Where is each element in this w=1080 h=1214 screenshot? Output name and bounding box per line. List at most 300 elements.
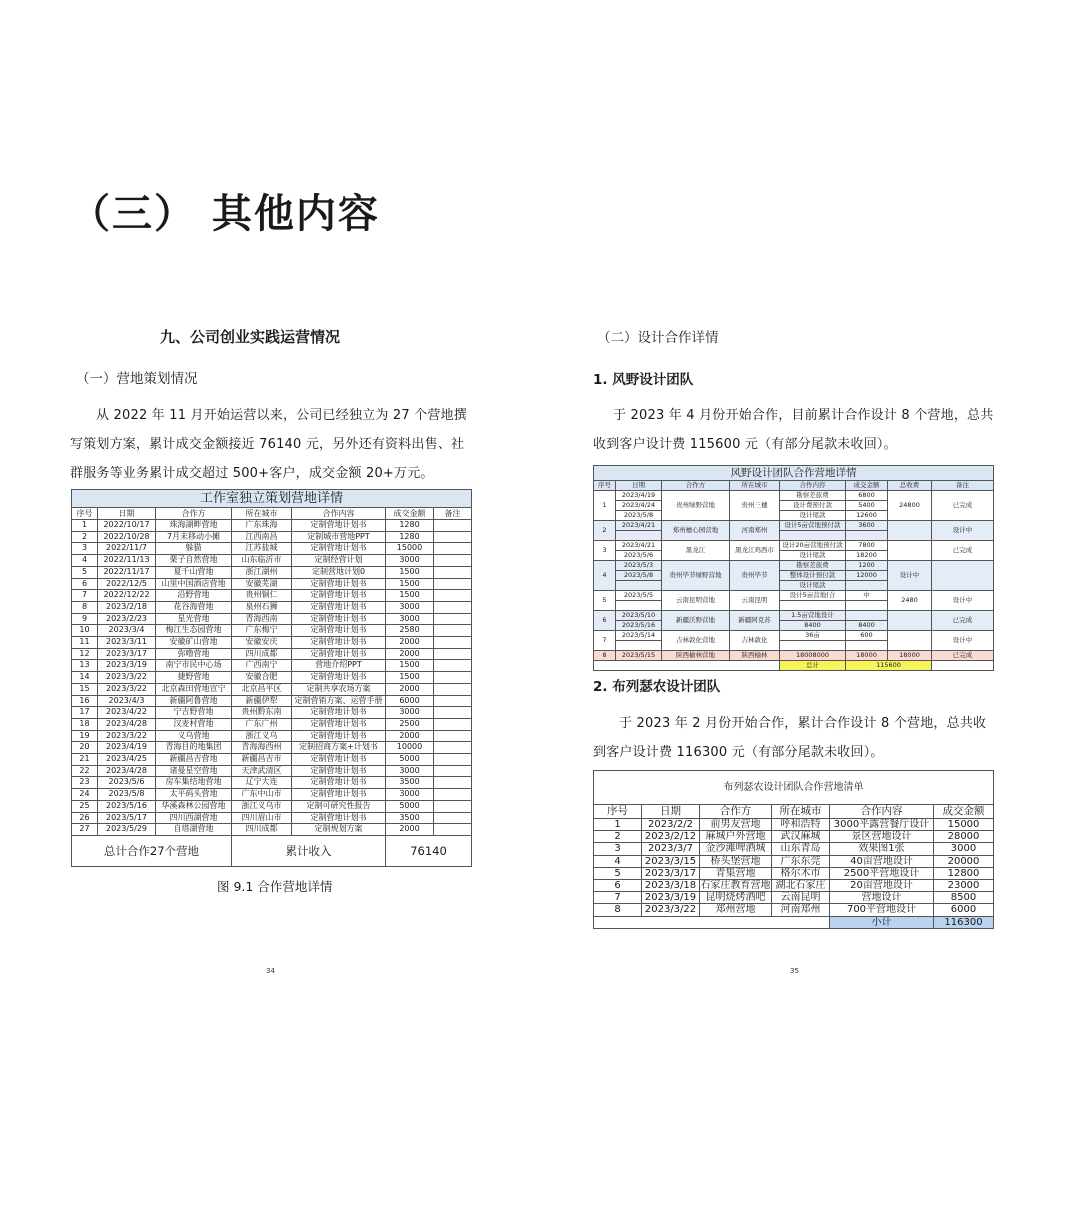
table-cell: 5 [72,566,98,578]
table-cell: 3500 [386,812,434,824]
table-cell [434,520,472,532]
table-cell [434,660,472,672]
table-cell: 28000 [934,831,994,843]
table-cell: 金沙滩啤酒城 [700,843,772,855]
table-cell: 浙江义乌市 [232,800,292,812]
date-cell: 2023/5/8 [616,571,662,581]
table-cell: 3500 [386,777,434,789]
table-row [594,831,994,843]
amount-cell: 12600 [846,511,888,521]
table-cell: 麻城户外营地 [700,831,772,843]
section-heading: （二）设计合作详情 [597,330,719,346]
table-cell: 21 [72,754,98,766]
table-cell: 沿野营地 [156,590,232,602]
table-cell: 北京昌平区 [232,683,292,695]
date-cell: 2023/5/15 [616,651,662,661]
table-cell: 北京森田营地宣宁 [156,683,232,695]
status-cell: 设计中 [932,591,994,611]
table-cell: 花谷海营地 [156,601,232,613]
table-row [72,566,472,578]
table-cell: 贵州铜仁 [232,590,292,602]
table-cell: 16 [72,695,98,707]
table-caption: 布列瑟农设计团队合作营地清单 [594,771,994,805]
table-cell: 夏千山营地 [156,566,232,578]
date-cell: 2023/4/21 [616,521,662,531]
team1-paragraph: 于 2023 年 4 月份开始合作，目前累计合作设计 8 个营地，总共收到客户设计费 115600 元（有部分尾款未收回）。 [593,408,994,452]
table-cell: 定制营地计划书 [292,777,386,789]
table-row [72,683,472,695]
table-cell: 2023/4/3 [98,695,156,707]
table-cell: 3000 [934,843,994,855]
table-header-row [594,481,994,491]
table-cell: 5000 [386,800,434,812]
amount-cell [846,641,888,651]
table-cell: 15000 [386,543,434,555]
table-cell [434,672,472,684]
table-cell: 广东广州 [232,718,292,730]
table-cell: 南宁市民中心场 [156,660,232,672]
content-cell: 设计5亩营地预付款 [780,521,846,531]
subtotal-value: 116300 [934,916,994,928]
status-cell: 已完成 [932,651,994,661]
date-cell: 2023/5/6 [616,551,662,561]
amount-cell: 中 [846,591,888,601]
table-cell: 定制营地计划书 [292,637,386,649]
table-cell: 青海西南 [232,613,292,625]
date-cell: 2023/5/10 [616,611,662,621]
table-cell: 安徽合肥 [232,672,292,684]
table-cell: 定制营地计划书 [292,590,386,602]
table-cell: 天津武清区 [232,765,292,777]
partner-cell: 新疆沃野营地 [662,611,730,631]
city-cell: 贵州毕节 [730,561,780,591]
partner-cell: 云南昆明营地 [662,591,730,611]
table-row [72,777,472,789]
amount-cell [846,601,888,611]
table-cell: 4 [594,855,642,867]
table-cell: 浙江义乌 [232,730,292,742]
table-cell: 定制共享农场方案 [292,683,386,695]
table-cell: 山东临沂市 [232,555,292,567]
date-cell: 2023/4/21 [616,541,662,551]
table-cell [434,730,472,742]
table-row [72,531,472,543]
table-cell: 1280 [386,531,434,543]
table-row [594,904,994,916]
table-cell [434,777,472,789]
content-cell: 设计尾款 [780,511,846,521]
column-header: 日期 [98,508,156,520]
table-cell: 定制营地计划书 [292,718,386,730]
table-cell: 13 [72,660,98,672]
table-cell: 23 [72,777,98,789]
amount-cell: 5400 [846,501,888,511]
table-cell [434,824,472,836]
table-row [72,555,472,567]
table-cell: 新疆伊犁 [232,695,292,707]
table-row [72,730,472,742]
table-cell: 梅江生态园营地 [156,625,232,637]
table-cell: 19 [72,730,98,742]
total-fee-cell [888,611,932,631]
table-cell: 1280 [386,520,434,532]
table-cell: 1500 [386,590,434,602]
table-cell [434,812,472,824]
table-cell: 2500平营地设计 [830,867,934,879]
table-cell: 汉麦村营地 [156,718,232,730]
table-cell: 3000 [386,555,434,567]
table-cell: 青海目的地集团 [156,742,232,754]
row-number: 1 [594,491,616,521]
table-cell [434,590,472,602]
table-cell: 2023/5/6 [98,777,156,789]
content-cell: 8400 [780,621,846,631]
content-cell: 设计费预付款 [780,501,846,511]
table-cell: 效果图1张 [830,843,934,855]
table-cell: 1500 [386,672,434,684]
table-cell: 6000 [934,904,994,916]
table-cell [434,601,472,613]
team2-title: 2. 布列瑟农设计团队 [593,679,721,695]
status-cell: 已完成 [932,611,994,631]
table-cell: 2023/4/25 [98,754,156,766]
amount-cell [846,611,888,621]
table-cell: 2023/2/12 [642,831,700,843]
amount-cell: 12000 [846,571,888,581]
table-cell: 太平码头营地 [156,789,232,801]
table-cell: 5 [594,867,642,879]
table-row [72,648,472,660]
amount-cell [846,581,888,591]
table-cell: 2000 [386,730,434,742]
table-row [72,613,472,625]
table-cell [434,695,472,707]
table-row [72,660,472,672]
bulieseno-table [593,770,994,929]
table-row [594,651,994,661]
total-value: 115600 [846,661,932,671]
table-cell: 2023/2/2 [642,819,700,831]
partner-cell: 贵州绿野营地 [662,491,730,521]
table-cell: 12800 [934,867,994,879]
table-cell: 定制经营计划 [292,555,386,567]
table-cell: 定制营地计划书 [292,578,386,590]
table-cell: 7月末移动小摊 [156,531,232,543]
table-cell: 2022/12/5 [98,578,156,590]
table-header-row [72,508,472,520]
table-cell [594,916,830,928]
table-cell: 12 [72,648,98,660]
amount-cell [846,531,888,541]
amount-cell: 3600 [846,521,888,531]
column-header: 备注 [932,481,994,491]
content-cell: 设计5亩营地(合 [780,591,846,601]
table-cell [434,707,472,719]
table-cell: 1 [72,520,98,532]
content-cell: 设计20亩营地预付款 [780,541,846,551]
table-cell: 10 [72,625,98,637]
table-row [72,672,472,684]
table-cell: 700平营地设计 [830,904,934,916]
table-cell: 2023/3/4 [98,625,156,637]
table-cell: 18 [72,718,98,730]
table-cell: 广东珠海 [232,520,292,532]
total-row [72,835,472,866]
table-cell: 6 [72,578,98,590]
table-cell [434,765,472,777]
table-cell: 新疆昌吉市 [232,754,292,766]
table-row [594,855,994,867]
table-cell: 广西南宁 [232,660,292,672]
table-cell: 四川眉山市 [232,812,292,824]
table-cell: 2000 [386,683,434,695]
page-title: （三） 其他内容 [70,191,380,237]
table-cell: 山东青岛 [772,843,830,855]
table-cell: 3 [594,843,642,855]
table-cell: 25 [72,800,98,812]
table-cell: 2023/3/17 [98,648,156,660]
city-cell: 新疆阿克苏 [730,611,780,631]
table-cell: 星光营地 [156,613,232,625]
table-cell: 安徽矿山营地 [156,637,232,649]
table-cell: 2023/2/18 [98,601,156,613]
table-cell: 2022/11/13 [98,555,156,567]
table-caption: 风野设计团队合作营地详情 [594,466,994,481]
table-cell [932,661,994,671]
table-cell: 2023/5/17 [98,812,156,824]
table-cell: 6 [594,880,642,892]
status-cell: 已完成 [932,541,994,561]
table-cell: 安徽芜湖 [232,578,292,590]
table-cell [594,661,780,671]
column-header: 日期 [642,805,700,819]
table-cell: 1500 [386,578,434,590]
table-cell: 定制营地计划书 [292,707,386,719]
table-cell: 栗子自然营地 [156,555,232,567]
table-row [72,637,472,649]
status-cell [932,561,994,591]
table-cell: 江西南昌 [232,531,292,543]
table-cell: 3000 [386,789,434,801]
table-cell: 定制营地计划书 [292,543,386,555]
table-cell: 2023/3/22 [98,672,156,684]
row-number: 2 [594,521,616,541]
status-cell: 设计中 [932,521,994,541]
content-cell [780,601,846,611]
table-cell: 定制营地计划书 [292,754,386,766]
table-row [72,543,472,555]
table-cell: 定制营地计划书 [292,601,386,613]
date-cell: 2023/5/8 [616,511,662,521]
table-cell: 3000 [386,601,434,613]
table-cell: 华溪森林公园营地 [156,800,232,812]
table-cell [434,566,472,578]
table-row [594,843,994,855]
table-cell: 26 [72,812,98,824]
team1-title: 1. 风野设计团队 [593,372,694,388]
table-cell: 昆明烧烤酒吧 [700,892,772,904]
table-cell: 泉州石狮 [232,601,292,613]
table-row [594,631,994,641]
subtotal-row [594,916,994,928]
table-cell: 弥噜营地 [156,648,232,660]
table-cell: 定制营地计划书 [292,648,386,660]
table-cell [434,754,472,766]
table-cell: 2022/10/28 [98,531,156,543]
table-cell: 2 [594,831,642,843]
table-cell: 2023/4/28 [98,765,156,777]
table-cell: 河南郑州 [772,904,830,916]
table-cell: 3000平露营餐厅设计 [830,819,934,831]
row-number: 8 [594,651,616,661]
amount-cell: 6800 [846,491,888,501]
table-cell: 四川西湖营地 [156,812,232,824]
table-cell: 2023/3/7 [642,843,700,855]
date-cell: 2023/5/5 [616,591,662,601]
total-value: 76140 [386,835,472,866]
column-header: 日期 [616,481,662,491]
column-header: 合作内容 [780,481,846,491]
table-cell: 14 [72,672,98,684]
city-cell: 河南郑州 [730,521,780,541]
table-cell: 2023/2/23 [98,613,156,625]
table-row [594,611,994,621]
table-cell: 1500 [386,660,434,672]
table-cell [434,637,472,649]
column-header: 合作内容 [292,508,386,520]
table-cell: 广东中山市 [232,789,292,801]
table-cell: 定制营地计划书 [292,520,386,532]
table-cell: 武汉麻城 [772,831,830,843]
table-cell [434,555,472,567]
table-cell: 前男友营地 [700,819,772,831]
column-header: 所在城市 [772,805,830,819]
table-cell: 定制营地计划书 [292,789,386,801]
table-cell [434,800,472,812]
table-cell: 义乌营地 [156,730,232,742]
table-cell: 贵州黔东南 [232,707,292,719]
row-number: 3 [594,541,616,561]
table-cell: 2023/4/22 [98,707,156,719]
section-heading: 九、公司创业实践运营情况 [160,328,341,346]
table-cell [434,683,472,695]
column-header: 成交金额 [386,508,434,520]
table-cell: 2023/5/8 [98,789,156,801]
table-cell: 桥头堡营地 [700,855,772,867]
column-header: 合作方 [662,481,730,491]
table-cell: 定制营销方案、运营手册 [292,695,386,707]
column-header: 成交金额 [934,805,994,819]
total-label: 总计合作27个营地 [72,835,232,866]
table-cell: 5000 [386,754,434,766]
table-cell: 定制城市营地PPT [292,531,386,543]
date-cell: 2023/5/3 [616,561,662,571]
table-cell: 2023/4/28 [98,718,156,730]
table-cell: 广东梅宁 [232,625,292,637]
team2-paragraph: 于 2023 年 2 月份开始合作，累计合作设计 8 个营地，总共收到客户设计费 116300 元（有部分尾款未收回）。 [593,716,987,760]
column-header: 合作方 [156,508,232,520]
table-row [72,765,472,777]
table-cell [434,531,472,543]
table-row [72,707,472,719]
content-cell: 整体设计预付款 [780,571,846,581]
table-cell: 4 [72,555,98,567]
table-row [594,491,994,501]
table-cell: 9 [72,613,98,625]
content-cell: 36亩 [780,631,846,641]
table-cell: 景区营地设计 [830,831,934,843]
table-cell: 2022/11/17 [98,566,156,578]
table-cell: 定制营地计划0 [292,566,386,578]
table-cell: 浙江湖州 [232,566,292,578]
column-header: 所在城市 [730,481,780,491]
table-cell: 营地设计 [830,892,934,904]
table-row [594,521,994,531]
table-cell: 定制可研究性报告 [292,800,386,812]
partner-cell: 贵州毕节绿野营地 [662,561,730,591]
content-cell: 设计尾款 [780,581,846,591]
table-cell: 2023/5/16 [98,800,156,812]
city-cell: 贵州三穗 [730,491,780,521]
table-cell: 定制规划方案 [292,824,386,836]
row-number: 4 [594,561,616,591]
table-cell: 自塔湖营地 [156,824,232,836]
table-cell: 2023/3/19 [98,660,156,672]
table-cell: 8 [72,601,98,613]
table-cell: 2022/12/22 [98,590,156,602]
total-row [594,661,994,671]
table-row [594,591,994,601]
table-row [72,812,472,824]
table-cell: 2023/3/22 [98,683,156,695]
table-cell: 山里中国酒店营地 [156,578,232,590]
column-header: 成交金额 [846,481,888,491]
table-cell: 8 [594,904,642,916]
table-cell: 辽宁大连 [232,777,292,789]
table-cell: 定制招商方案+计划书 [292,742,386,754]
table-cell: 2023/5/29 [98,824,156,836]
table-cell: 17 [72,707,98,719]
table-cell: 3000 [386,613,434,625]
column-header: 合作内容 [830,805,934,819]
table-cell: 40亩营地设计 [830,855,934,867]
table-cell: 7 [594,892,642,904]
table-cell: 10000 [386,742,434,754]
table-cell: 捷野营地 [156,672,232,684]
table-cell: 新疆阿鲁营地 [156,695,232,707]
column-header: 总收费 [888,481,932,491]
table-cell: 宁吉野营地 [156,707,232,719]
table-cell: 27 [72,824,98,836]
camp-planning-table [71,489,472,867]
table-cell: 2023/3/22 [98,730,156,742]
table-cell: 四川成都 [232,648,292,660]
amount-cell: 18000 [846,651,888,661]
date-cell [616,581,662,591]
table-cell [434,718,472,730]
column-header: 合作方 [700,805,772,819]
table-cell [434,625,472,637]
city-cell: 黑龙江鸡西市 [730,541,780,561]
table-cell [434,578,472,590]
table-cell: 安徽安庆 [232,637,292,649]
table-cell: 郑州营地 [700,904,772,916]
table-cell: 20000 [934,855,994,867]
table-cell: 2023/3/19 [642,892,700,904]
table-cell: 定制营地计划书 [292,613,386,625]
table-cell: 15000 [934,819,994,831]
table-cell: 青集营地 [700,867,772,879]
